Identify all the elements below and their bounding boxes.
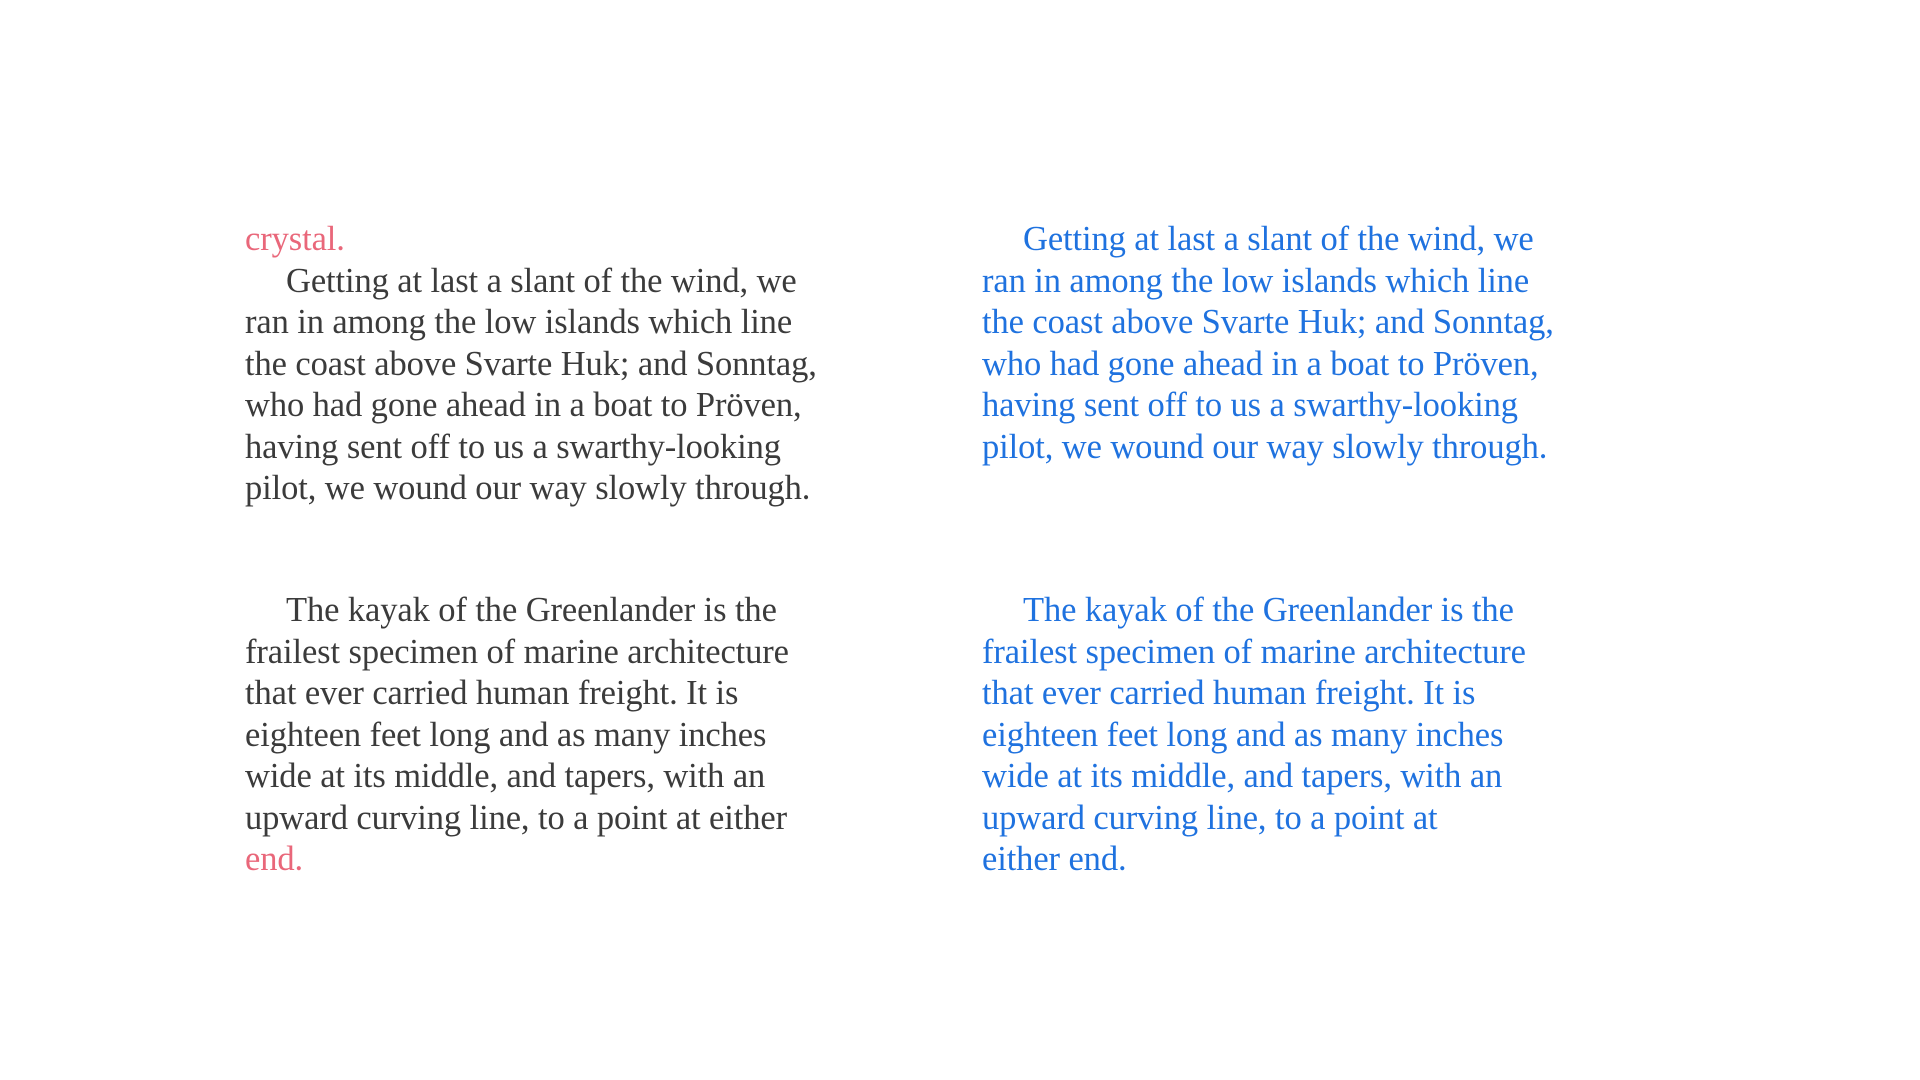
right-block-1-line-4: who had gone ahead in a boat to Pröven, xyxy=(982,344,1539,383)
left-block-1-line-5: having sent off to us a swarthy-looking xyxy=(245,427,781,466)
left-block-1-line-6: pilot, we wound our way slowly through. xyxy=(245,469,811,507)
right-block-1-line-5: having sent off to us a swarthy-looking xyxy=(982,386,1518,424)
left-block-1-line-4: who had gone ahead in a boat to Pröven, xyxy=(245,386,802,424)
right-block-2 xyxy=(982,590,1662,881)
left-block-2-line-1: The kayak of the Greenlander is the xyxy=(286,591,777,629)
left-block-1-line-1: Getting at last a slant of the wind, we xyxy=(286,261,797,300)
right-block-2-line-1: The kayak of the Greenlander is the xyxy=(1023,591,1514,629)
right-block-2-line-5: wide at its middle, and tapers, with an xyxy=(982,757,1503,795)
right-block-1 xyxy=(982,219,1662,468)
left-block-1-line-2: ran in among the low islands which line xyxy=(245,303,793,341)
right-block-1-line-6: pilot, we wound our way slowly through. xyxy=(982,427,1548,466)
right-block-2-line-4: eighteen feet long and as many inches xyxy=(982,715,1504,754)
left-block-1 xyxy=(245,219,925,510)
orphan-line: crystal. xyxy=(245,220,345,258)
left-block-2-line-4: eighteen feet long and as many inches xyxy=(245,715,767,754)
right-block-2-line-3: that ever carried human freight. It is xyxy=(982,674,1476,712)
left-block-2 xyxy=(245,590,925,881)
right-block-2-line-6: upward curving line, to a point at xyxy=(982,798,1438,837)
left-block-1-line-3: the coast above Svarte Huk; and Sonntag, xyxy=(245,344,817,383)
left-block-2-line-2: frailest specimen of marine architecture xyxy=(245,632,789,671)
right-block-1-line-3: the coast above Svarte Huk; and Sonntag, xyxy=(982,303,1554,341)
left-block-2-line-3: that ever carried human freight. It is xyxy=(245,674,739,712)
right-block-2-line-2: frailest specimen of marine architecture xyxy=(982,632,1526,671)
widow-line: end. xyxy=(245,840,304,878)
left-block-2-line-6: upward curving line, to a point at either xyxy=(245,798,787,837)
right-block-1-line-2: ran in among the low islands which line xyxy=(982,261,1530,300)
left-block-2-line-5: wide at its middle, and tapers, with an xyxy=(245,757,766,795)
right-block-2-line-7: either end. xyxy=(982,840,1127,878)
right-block-1-line-1: Getting at last a slant of the wind, we xyxy=(1023,220,1534,258)
